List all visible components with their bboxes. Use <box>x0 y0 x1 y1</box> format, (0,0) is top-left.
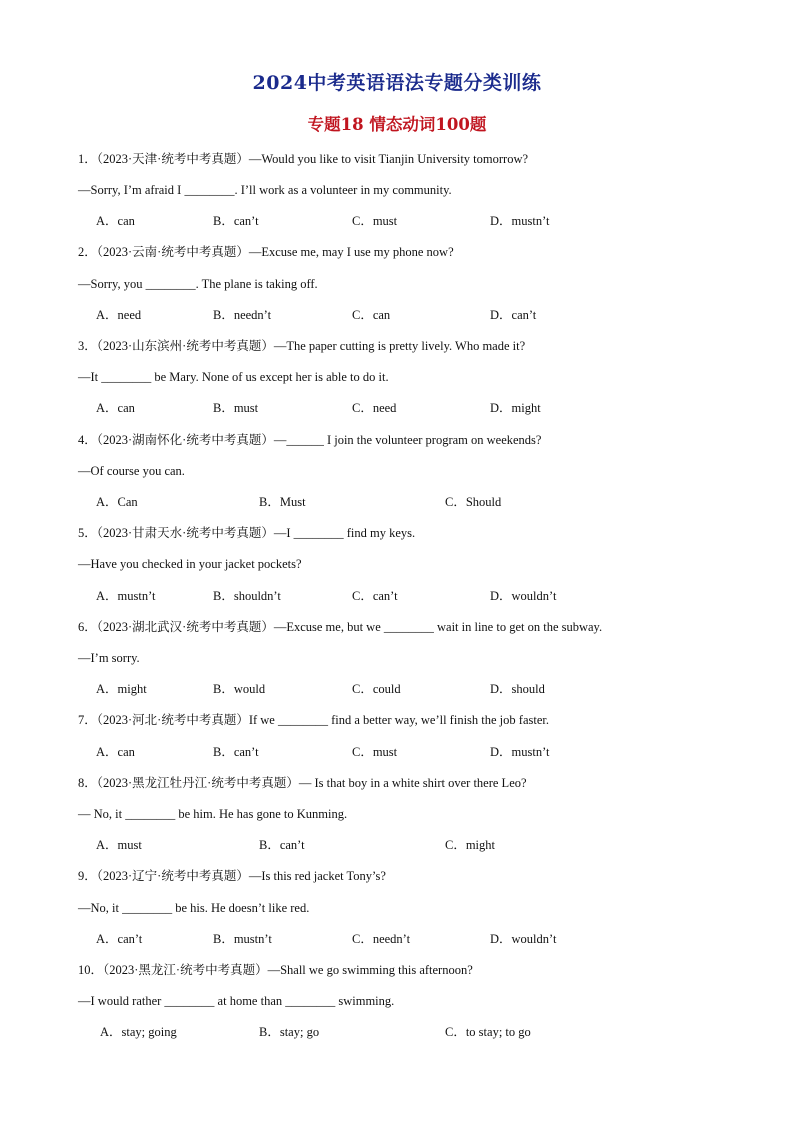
option: A．stay; going <box>100 1025 177 1039</box>
option: C．can <box>352 308 391 322</box>
option: D．mustn’t <box>490 214 550 228</box>
option: D．wouldn’t <box>490 589 557 603</box>
option: C．can’t <box>352 589 398 603</box>
question-stem: 5．（2023·甘肃天水·统考中考真题）—I ________ find my keys. <box>78 526 416 540</box>
question-stem: 8．（2023·黑龙江牡丹江·统考中考真题）— Is that boy in a white shirt over there Leo? <box>78 776 527 790</box>
document-subtitle: 专题18 情态动词100题 <box>307 115 487 134</box>
document-title: 2024中考英语语法专题分类训练 <box>252 72 542 94</box>
question-line: —I’m sorry. <box>78 651 140 665</box>
option: B．can’t <box>213 214 259 228</box>
question-line: —Of course you can. <box>78 464 185 478</box>
question-line: —Sorry, I’m afraid I ________. I’ll work as a volunteer in my community. <box>78 183 452 197</box>
option: B．mustn’t <box>213 932 272 946</box>
option: A．can <box>96 745 135 759</box>
option: D．wouldn’t <box>490 932 557 946</box>
question-line: — No, it ________ be him. He has gone to Kunming. <box>78 807 348 821</box>
option: A．must <box>96 838 142 852</box>
option: C．must <box>352 214 398 228</box>
question-stem: 4．（2023·湖南怀化·统考中考真题）—______ I join the volunteer program on weekends? <box>78 433 542 447</box>
option: B．can’t <box>213 745 259 759</box>
option: C．might <box>445 838 496 852</box>
option: B．Must <box>259 495 306 509</box>
option: B．must <box>213 401 259 415</box>
option: D．mustn’t <box>490 745 550 759</box>
option: B．needn’t <box>213 308 272 322</box>
question-line: —Sorry, you ________. The plane is taking off. <box>78 277 318 291</box>
option: D．should <box>490 682 545 696</box>
question-stem: 3．（2023·山东滨州·统考中考真题）—The paper cutting is pretty lively. Who made it? <box>78 339 526 353</box>
option: D．can’t <box>490 308 537 322</box>
option: A．need <box>96 308 142 322</box>
question-stem: 9．（2023·辽宁·统考中考真题）—Is this red jacket Tony’s? <box>78 869 386 883</box>
option: B．would <box>213 682 266 696</box>
option: C．needn’t <box>352 932 411 946</box>
question-line: —No, it ________ be his. He doesn’t like red. <box>78 901 310 915</box>
question-line: —I would rather ________ at home than ________ swimming. <box>78 994 395 1008</box>
option: B．can’t <box>259 838 305 852</box>
option: A．can’t <box>96 932 143 946</box>
option: B．shouldn’t <box>213 589 281 603</box>
option: C．need <box>352 401 397 415</box>
option: B．stay; go <box>259 1025 320 1039</box>
option: D．might <box>490 401 541 415</box>
option: C．to stay; to go <box>445 1025 531 1039</box>
question-stem: 10．（2023·黑龙江·统考中考真题）—Shall we go swimming this afternoon? <box>78 963 473 977</box>
option: C．must <box>352 745 398 759</box>
question-stem: 1．（2023·天津·统考中考真题）—Would you like to visit Tianjin University tomorrow? <box>78 152 529 166</box>
option: A．can <box>96 401 135 415</box>
option: C．Should <box>445 495 502 509</box>
option: A．might <box>96 682 147 696</box>
question-stem: 2．（2023·云南·统考中考真题）—Excuse me, may I use my phone now? <box>78 245 454 259</box>
option: A．Can <box>96 495 138 509</box>
option: A．mustn’t <box>96 589 156 603</box>
question-stem: 7．（2023·河北·统考中考真题）If we ________ find a better way, we’ll finish the job faster. <box>78 713 549 727</box>
question-stem: 6．（2023·湖北武汉·统考中考真题）—Excuse me, but we ________ wait in line to get on the subway. <box>78 620 603 634</box>
option: A．can <box>96 214 135 228</box>
option: C．could <box>352 682 401 696</box>
question-line: —It ________ be Mary. None of us except her is able to do it. <box>78 370 389 384</box>
question-line: —Have you checked in your jacket pockets? <box>78 557 302 571</box>
